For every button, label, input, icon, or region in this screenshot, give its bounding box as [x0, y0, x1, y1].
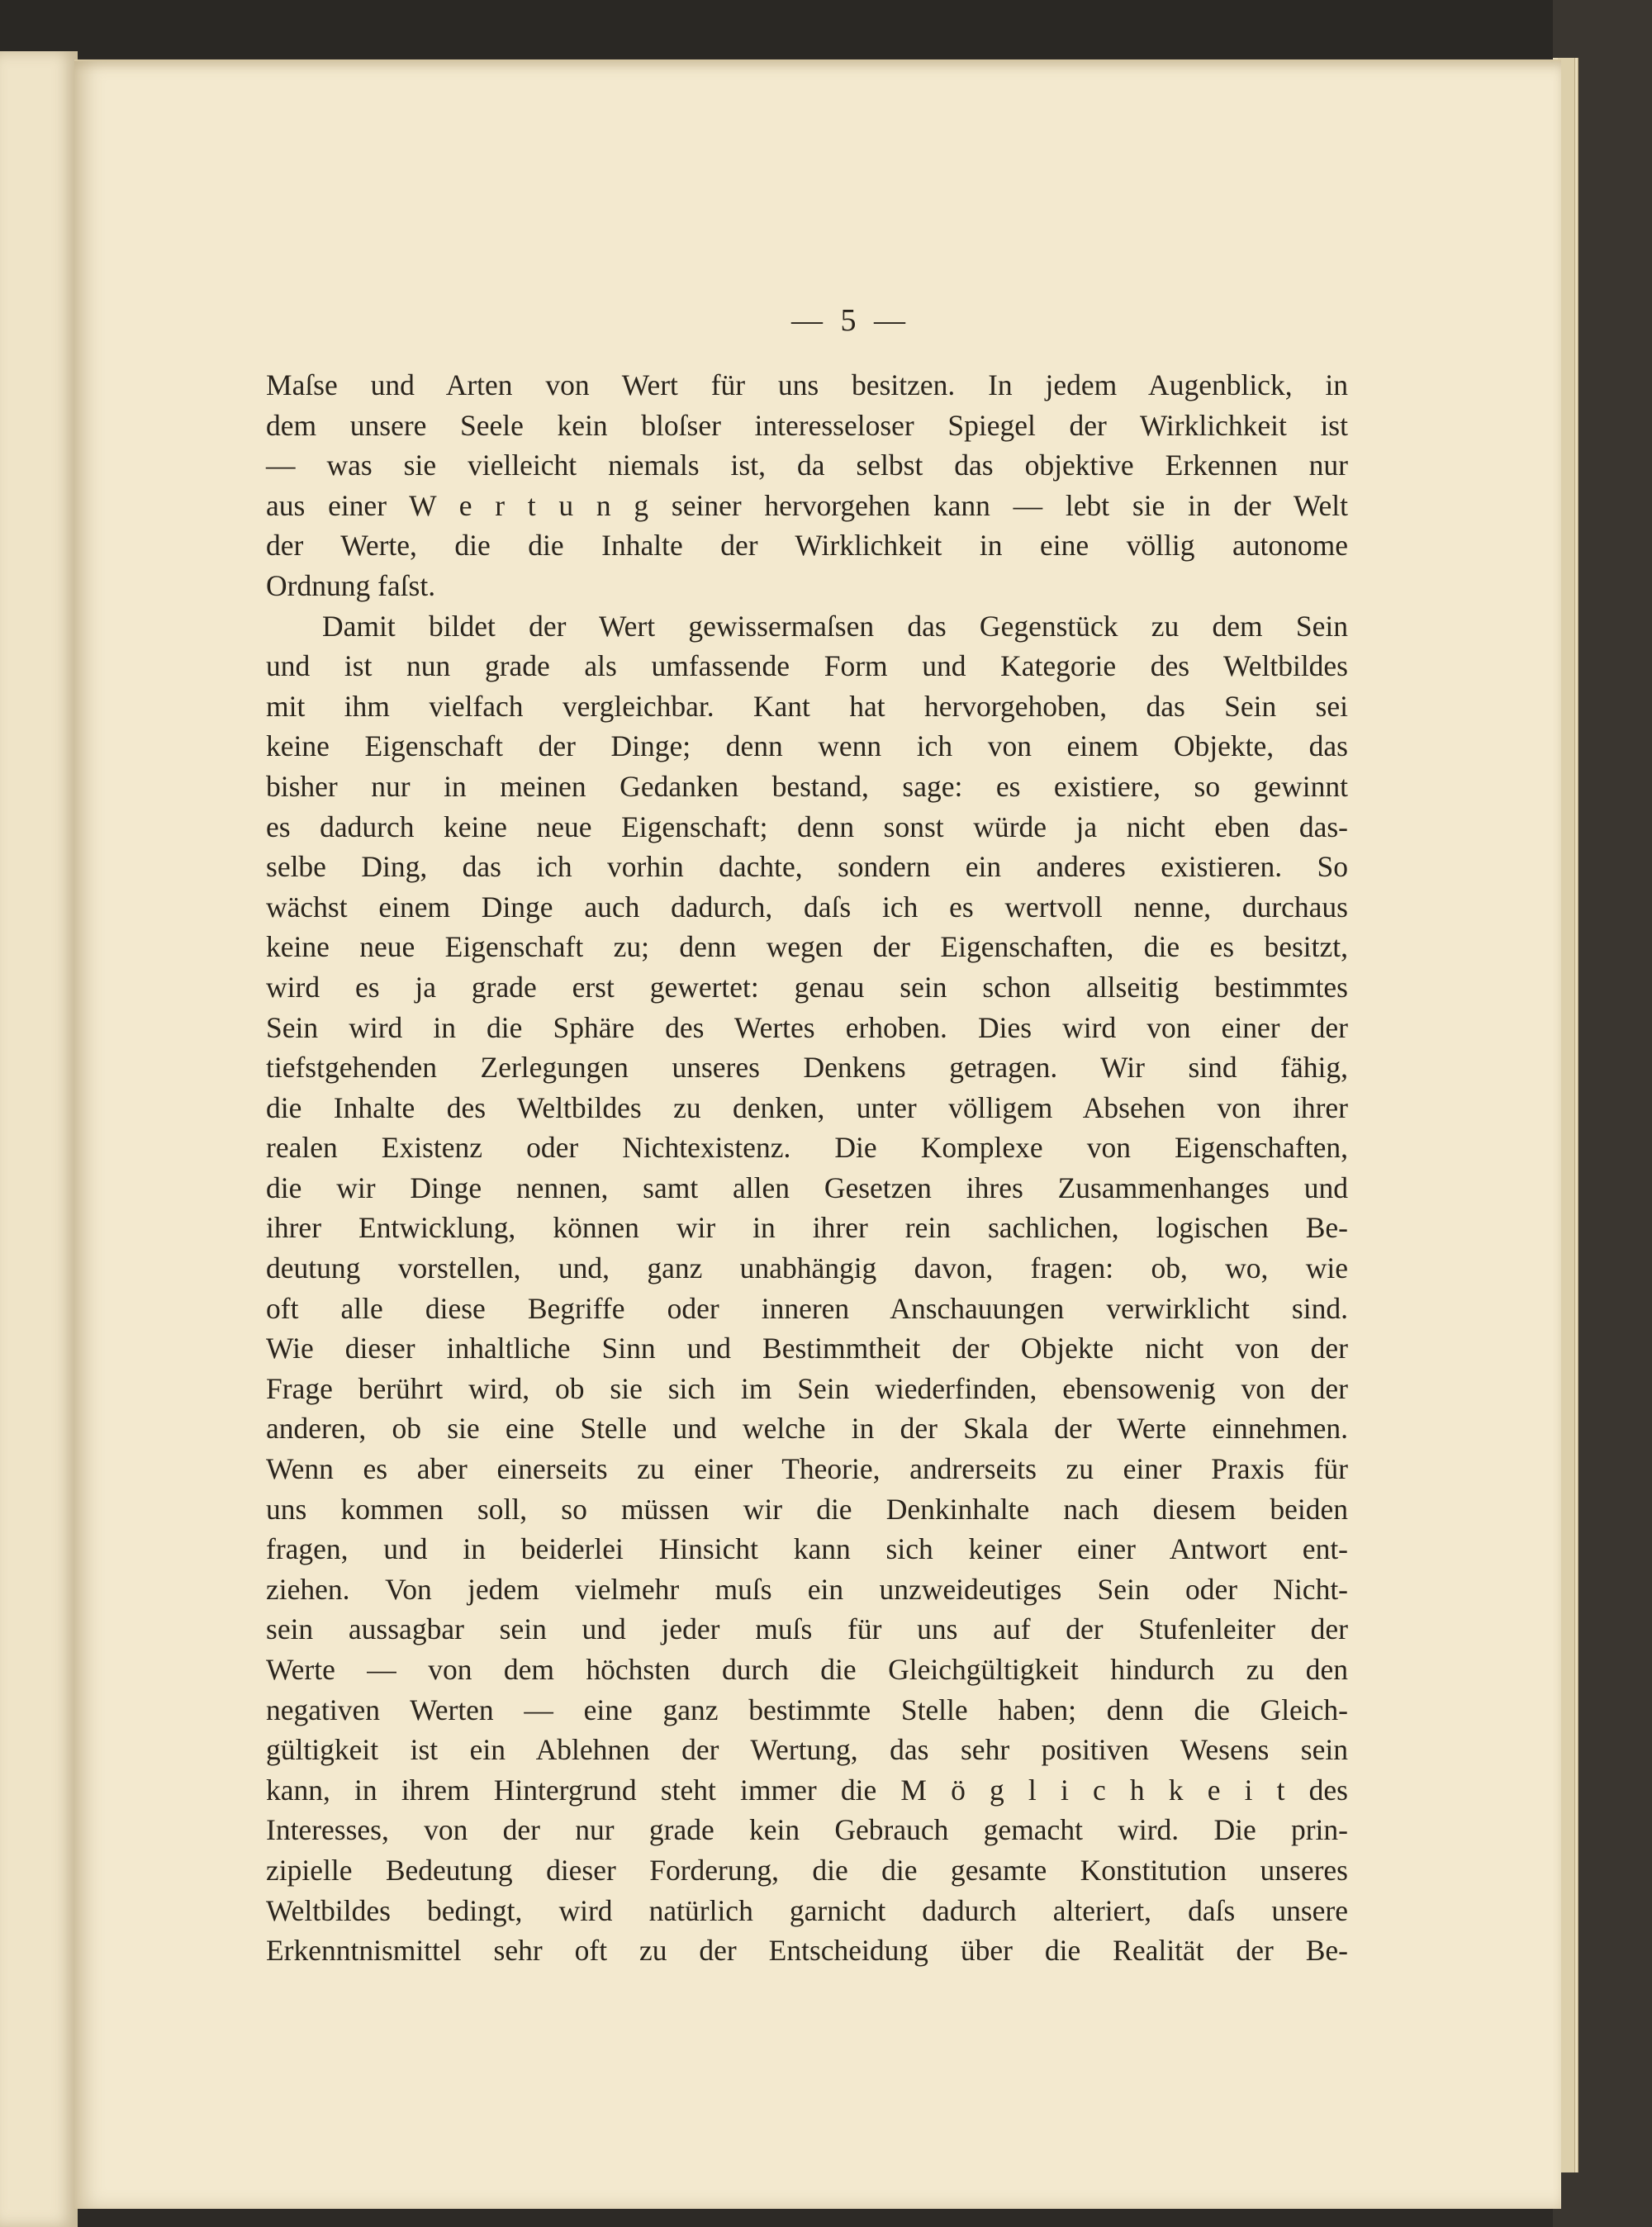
text-line: Frage berührt wird, ob sie sich im Sein wiederfinden, ebensowenig von der	[266, 1371, 1348, 1405]
text-line: anderen, ob sie eine Stelle und welche in der Skala der Werte einnehmen.	[266, 1412, 1348, 1446]
text-line: Wie dieser inhaltliche Sinn und Bestimmtheit der Objekte nicht von der	[266, 1332, 1348, 1365]
text-line: zipielle Bedeutung dieser Forderung, die die gesamte Konstitution unseres	[266, 1853, 1348, 1887]
text-line: mit ihm vielfach vergleichbar. Kant hat hervorgehoben, das Sein sei	[266, 689, 1348, 723]
text-line: oft alle diese Begriffe oder inneren Anschauungen verwirklicht sind.	[266, 1291, 1348, 1325]
text-line: die Inhalte des Weltbildes zu denken, unter völligem Absehen von ihrer	[266, 1090, 1348, 1124]
text-line: sein aussagbar sein und jeder muſs für uns auf der Stufenleiter der	[266, 1612, 1348, 1646]
text-line: uns kommen soll, so müssen wir die Denkinhalte nach diesem beiden	[266, 1492, 1348, 1526]
book-page	[74, 59, 1561, 2209]
scanner-background-top	[0, 0, 1652, 58]
text-line: ihrer Entwicklung, können wir in ihrer rein sachlichen, logischen Be-	[266, 1211, 1348, 1245]
text-line: deutung vorstellen, und, ganz unabhängig davon, fragen: ob, wo, wie	[266, 1251, 1348, 1285]
text-line: dem unsere Seele kein bloſser interesseloser Spiegel der Wirklichkeit ist	[266, 408, 1348, 442]
text-line: negativen Werten — eine ganz bestimmte Stelle haben; denn die Gleich-	[266, 1693, 1348, 1726]
text-line: selbe Ding, das ich vorhin dachte, sondern ein anderes existieren. So	[266, 850, 1348, 884]
facing-page-edge	[0, 51, 78, 2227]
text-line: aus einer W e r t u n g seiner hervorgehen kann — lebt sie in der Welt	[266, 488, 1348, 522]
text-line: keine Eigenschaft der Dinge; denn wenn ich von einem Objekte, das	[266, 729, 1348, 763]
text-line: kann, in ihrem Hintergrund steht immer die M ö g l i c h k e i t des	[266, 1773, 1348, 1807]
text-line: Werte — von dem höchsten durch die Gleichgültigkeit hindurch zu den	[266, 1653, 1348, 1686]
text-line: der Werte, die die Inhalte der Wirklichkeit in eine völlig autonome	[266, 529, 1348, 563]
text-line: ziehen. Von jedem vielmehr muſs ein unzweideutiges Sein oder Nicht-	[266, 1572, 1348, 1606]
page-number: — 5 —	[791, 303, 910, 338]
text-line: Interesses, von der nur grade kein Gebrauch gemacht wird. Die prin-	[266, 1813, 1348, 1847]
text-line: wächst einem Dinge auch dadurch, daſs ich es wertvoll nenne, durchaus	[266, 890, 1348, 924]
text-line: wird es ja grade erst gewertet: genau sein schon allseitig bestimmtes	[266, 970, 1348, 1004]
text-line: Sein wird in die Sphäre des Wertes erhoben. Dies wird von einer der	[266, 1010, 1348, 1044]
text-line: keine neue Eigenschaft zu; denn wegen der Eigenschaften, die es besitzt,	[266, 930, 1348, 964]
text-line: die wir Dinge nennen, samt allen Gesetzen ihres Zusammenhanges und	[266, 1170, 1348, 1204]
text-line: Erkenntnismittel sehr oft zu der Entscheidung über die Realität der Be-	[266, 1934, 1348, 1968]
text-line: fragen, und in beiderlei Hinsicht kann sich keiner einer Antwort ent-	[266, 1532, 1348, 1566]
text-line: und ist nun grade als umfassende Form und Kategorie des Weltbildes	[266, 649, 1348, 683]
text-line: Ordnung faſst.	[266, 568, 436, 602]
text-line: Maſse und Arten von Wert für uns besitzen. In jedem Augenblick, in	[266, 368, 1348, 401]
text-line: tiefstgehenden Zerlegungen unseres Denkens getragen. Wir sind fähig,	[266, 1051, 1348, 1085]
text-line: — was sie vielleicht niemals ist, da selbst das objektive Erkennen nur	[266, 449, 1348, 482]
text-line: bisher nur in meinen Gedanken bestand, sage: es existiere, so gewinnt	[266, 769, 1348, 803]
text-line: es dadurch keine neue Eigenschaft; denn sonst würde ja nicht eben das-	[266, 810, 1348, 843]
text-line: Wenn es aber einerseits zu einer Theorie, andrerseits zu einer Praxis für	[266, 1452, 1348, 1486]
text-line: gültigkeit ist ein Ablehnen der Wertung, das sehr positiven Wesens sein	[266, 1733, 1348, 1767]
body-text	[266, 365, 1348, 1971]
text-line: Weltbildes bedingt, wird natürlich garnicht dadurch alteriert, daſs unsere	[266, 1893, 1348, 1927]
text-line: Damit bildet der Wert gewissermaſsen das Gegenstück zu dem Sein	[322, 609, 1348, 643]
text-line: realen Existenz oder Nichtexistenz. Die Komplexe von Eigenschaften,	[266, 1131, 1348, 1165]
